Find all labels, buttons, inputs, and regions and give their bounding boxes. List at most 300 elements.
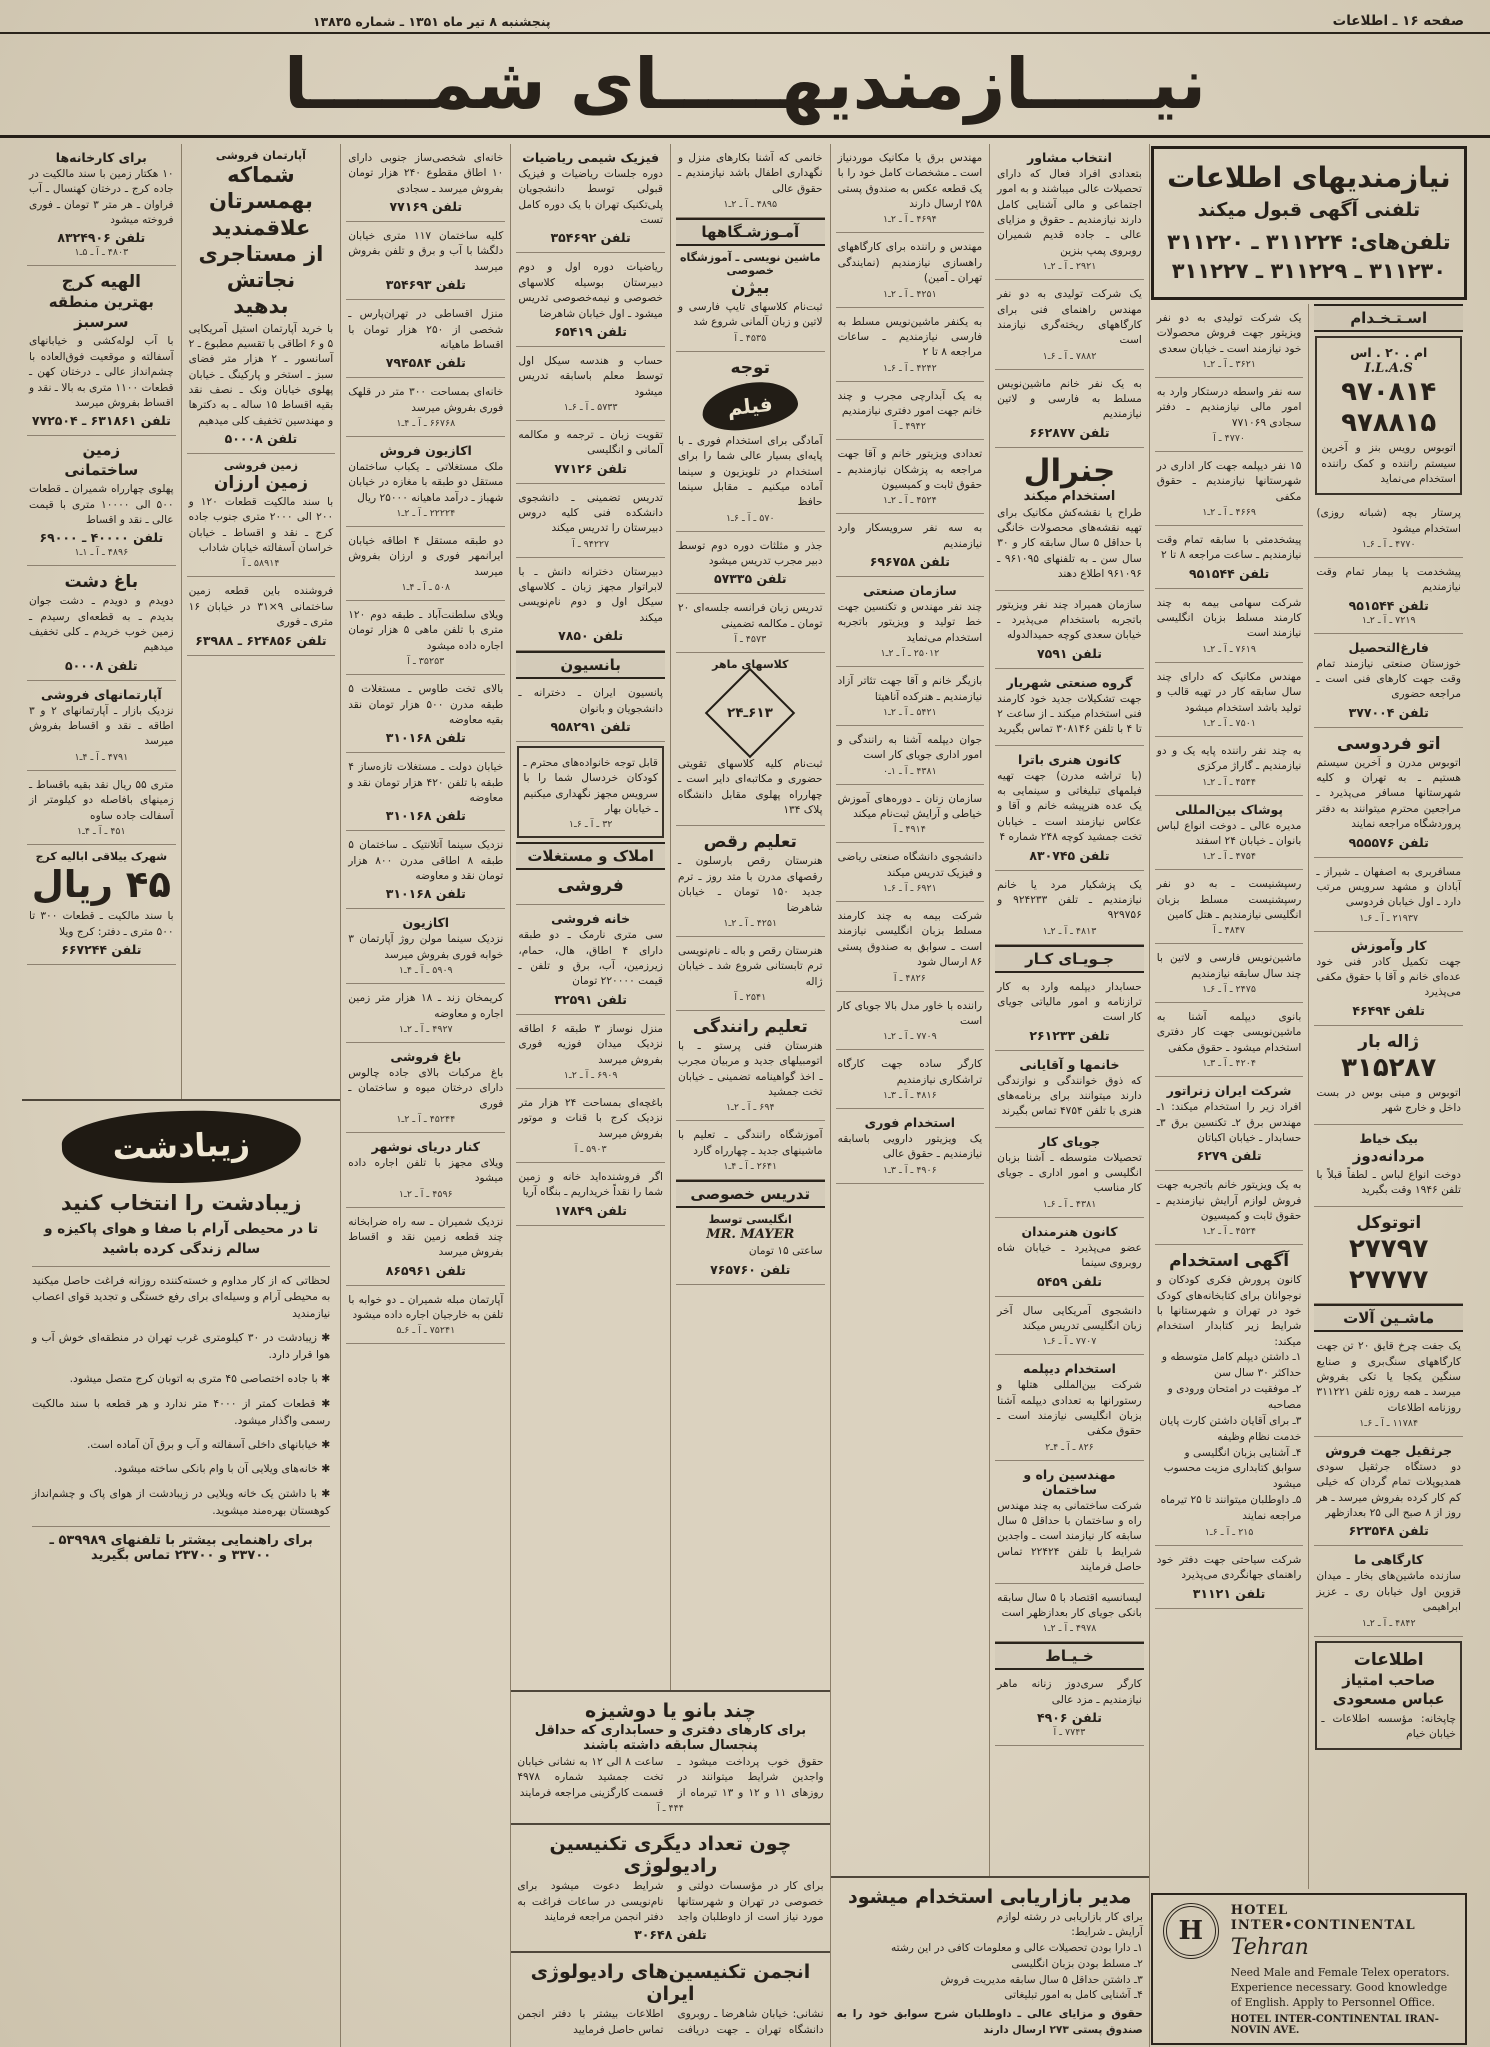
ad-code: ۴۲۵۱ ـ آ ـ ۲ـ۱ (883, 288, 937, 300)
ad-body: کریمخان زند ـ ۱۸ هزار متر زمین اجاره و معاوضه (348, 992, 504, 1020)
zibadasht-ad (22, 1099, 340, 2047)
ad-body: نزدیک سینما آتلانتیک ـ ساختمان ۵ طبقه ۸ اطاقی مدرن ۸۰۰ هزار تومان نقد و معاوضه (348, 839, 504, 883)
column-5 (670, 144, 830, 1690)
ad-block (995, 1670, 1144, 1746)
ad-body: چاپخانه: مؤسسه اطلاعات ـ خیابان خیام (1321, 1712, 1456, 1740)
ad-body: تعدادی ویزیتور خانم و آقا جهت مراجعه به پزشکان نیازمندیم ـ حقوق ثابت و کمیسیون (837, 448, 983, 492)
zibadasht-bullet: ✱ با جاده اختصاصی ۴۵ متری به اتوبان کرج متصل میشود. (69, 1372, 331, 1386)
ad-body: به یک ویزیتور خانم باتجربه جهت فروش لوازم آرایش نیازمندیم ـ حقوق ثابت و کمیسیون (1156, 1179, 1302, 1222)
section-title: آمـوزشـگاهها (701, 223, 800, 242)
ad-phone-line: تلفن ۳۱۰۱۶۸ (385, 730, 466, 746)
ad-phone-line: تلفن ۵۰۰۰۸ (224, 431, 298, 447)
ad-code: ۴۸۰۳ ـ آ ـ ۵ـ۱ (74, 247, 129, 259)
ad-block (995, 448, 1144, 591)
ad-code: ۴۵۷۳ ـ آ (734, 634, 767, 646)
ad-code: ۴۸۹۵ ـ آ ـ ۲ـ۱ (723, 199, 778, 211)
ad-block (1155, 304, 1304, 378)
ad-body: نزدیک سینما مولن روژ آپارتمان ۳ خوابه فوری بفروش میرسد (348, 933, 504, 961)
ad-block (836, 382, 985, 441)
ad-title: باغ دشت (64, 572, 139, 593)
ad-code: ۶۹۴ ـ آ ـ ۲ـ۱ (725, 1102, 775, 1114)
ad-phone-line: تلفن ۲۶۱۲۳۳ (1029, 1027, 1110, 1043)
ad-title: استخدام دیپلمه (1022, 1361, 1116, 1377)
ad-code: ۴۷۵۴ ـ آ ـ ۲ـ۱ (1202, 851, 1256, 863)
ad-block (1155, 663, 1304, 737)
ad-body: پیشخدمتی با سابقه تمام وقت نیازمندیم ـ ساعت مراجعه ۸ تا ۲ (1156, 534, 1302, 562)
ad-body: مدیره عالی ـ دوخت انواع لباس بانوان ـ خیابان ۲۴ اسفند (1156, 819, 1302, 847)
ad-title: آپارتمانهای فروشی (40, 686, 162, 702)
ad-block (346, 1286, 505, 1345)
ad-block (516, 870, 665, 905)
ad-title: تعلیم رقص (703, 832, 797, 853)
ad-body: تقویت زبان ـ ترجمه و مکالمه آلمانی و انگلیسی (518, 428, 663, 457)
ad-body: حقوق خوب پرداخت میشود ـ واجدین شرایط میتوانند در روزهای ۱۱ و ۱۲ و ۱۳ تیرماه از ساعت ۸ الی ۱۲ به نشانی خیابان تخت جمشید شماره ۴۹۷۸ قسمت کارگزینی مراجعه فرمایند (517, 1756, 824, 1799)
ad-body: کانون پرورش فکری کودکان و نوجوانان برای کتابخانه‌های کودک خود در تهران و شهرستانها با شرایط زیر کتابدار استخدام میکند: (1156, 1274, 1302, 1348)
ad-list-item: ۴ـ آشنایی بزبان انگلیسی و سوابق کتابداری مزیت محسوب میشود (1163, 1446, 1302, 1491)
ad-body: متری ۵۵ ریال نقد بقیه باقساط ـ زمینهای بافاصله دو کیلومتر از آسفالت جاده ساوه (29, 778, 174, 822)
ad-body: خانه‌ای شخصی‌ساز جنوبی دارای ۱۰ اطاق مقطوع ۲۴۰ هزار تومان بفروش میرسد ـ سجادی (348, 152, 504, 195)
ad-body: اتوبوس و مینی بوس در بست داخل و خارج شهر (1316, 1086, 1461, 1115)
banner-phones-2: ۳۱۱۲۳۰ ـ ۳۱۱۲۲۹ ـ ۳۱۱۲۲۷ (1171, 259, 1447, 284)
ad-body: دویدم و دویدم ـ دشت جوان بدیدم ـ به قطعه‌ای رسیدم ـ زمین خوب خریدم ـ کلی تخفیف میدهیم (29, 595, 174, 654)
ad-headline-line: بدهید (233, 294, 289, 319)
section-title: ماشـین آلات (1343, 1309, 1435, 1328)
section-header (516, 651, 665, 679)
ad-block (27, 566, 176, 680)
ad-code: ۳۶۲۱ ـ آ ـ ۲ـ۱ (1202, 358, 1256, 370)
ad-body: سی متری نارمک ـ دو طبقه دارای ۴ اطاق، هال، حمام، زیرزمین، آب، برق و تلفن ـ قیمت ۲۲۰۰۰۰ تومان (518, 929, 663, 988)
ad-body: تدریس زبان فرانسه جلسه‌ای ۲۰ تومان ـ مکالمه تضمینی (677, 602, 823, 630)
ad-block (1314, 499, 1463, 558)
latin-text: I.L.A.S (1364, 360, 1413, 376)
ad-body: کارگر ساده جهت کارگاه تراشکاری نیازمندیم (837, 1058, 983, 1086)
ad-body: اتوبوس مدرن و آخرین سیستم هستیم ـ به تهران و کلیه شهرستانها مسافر می‌پذیرد ـ مراجعین محترم میتوانند به دفتر پروردشگاه مراجعه نمایند (1316, 756, 1461, 831)
ad-headline-line: بهترین منطقه (48, 293, 154, 312)
ad-title: بیژن (731, 278, 770, 299)
section-header (676, 218, 825, 246)
ad-phone-line: تلفن ۷۷۱۲۶ (554, 460, 627, 476)
ad-headline-line: سرسبز (74, 312, 129, 331)
ad-block (27, 681, 176, 771)
ad-block (517, 746, 664, 838)
ad-body: ساعتی ۱۵ تومان (748, 1245, 823, 1258)
ad-phone-line: تلفن ۹۵۸۲۹۱ (550, 718, 631, 734)
ad-body: ملک مستغلاتی ـ یکباب ساختمان مستقل دو طبقه با مغازه در خیابان شهباز ـ درآمد ماهیانه ۲۵۰۰۰ ریال (348, 460, 504, 504)
ad-body: پیشخدمت یا بیمار تمام وقت نیازمندیم (1316, 565, 1461, 594)
ad-block (995, 591, 1144, 669)
ad-code: ۹۴۲۲۷ ـ آ (572, 538, 610, 550)
ad-list-item: ۵ـ داوطلبان میتوانند تا ۲۵ تیرماه مراجعه نمایند (1160, 1494, 1302, 1523)
ad-title: اتو فردوسی (1336, 733, 1441, 754)
ad-title: چند بانو یا دوشیزه (585, 1700, 756, 1723)
hotel-ad (1151, 1893, 1467, 2045)
zibadasht-subheading: تا در محیطی آرام با صفا و هوای پاکیزه و سالم زندگی کرده باشید (44, 1221, 319, 1258)
region-left (22, 144, 340, 2047)
ad-block (187, 454, 336, 577)
ad-code: ۲۵۰۱۲ ـ آ ـ ۲ـ۱ (880, 648, 940, 660)
ad-code: ۵۰۸ ـ آ ـ ۴ـ۱ (401, 582, 451, 594)
ad-block (515, 1955, 825, 2045)
ad-block (836, 577, 985, 667)
ad-block (346, 909, 505, 984)
ad-code: ۷۷۰۹ ـ آ ـ ۲ـ۱ (883, 1031, 937, 1043)
ad-body: خانمی که آشنا بکارهای منزل و نگهداری اطفال باشد نیازمندیم ـ حقوق عالی (677, 152, 823, 195)
ad-block (836, 1109, 985, 1184)
hotel-address: HOTEL INTER-CONTINENTAL IRAN-NOVIN AVE. (1230, 2014, 1439, 2037)
ad-body: خوزستان صنعتی نیازمند تمام وقت جهت کارهای فنی است ـ مراجعه حضوری (1316, 657, 1461, 701)
ad-block (27, 144, 176, 266)
ad-kicker: کلاسهای ماهر (712, 658, 789, 672)
page-number: صفحه ۱۶ ـ اطلاعات (1332, 13, 1464, 29)
masthead-title: نیـــــازمندیهـــــای شمـــــا (283, 43, 1207, 125)
ad-body: به چند نفر راننده پایه یک و دو نیازمندیم ـ گاراژ مرکزی (1156, 744, 1302, 773)
ad-phone-line: تلفن ۶۳۱۸۶۱ ـ ۷۷۲۵۰۴ (31, 413, 171, 429)
ad-title: خانمها و آقایانی (1019, 1056, 1120, 1072)
ad-body: یک شرکت تولیدی به دو نفر ویزیتور جهت فروش محصولات خود نیازمند است ـ خیابان سعدی (1156, 311, 1302, 355)
ad-code: ۴۸۱۳ ـ آ ـ ۲ـ۱ (1042, 925, 1097, 937)
ad-code: ۵۷۳۳ ـ آ ـ ۶ـ۱ (563, 401, 618, 413)
phone-number: ۲۷۷۷۷ (1349, 1265, 1429, 1296)
ad-title: شرکت ایران زنراتور (1166, 1083, 1292, 1099)
ad-block (995, 871, 1144, 945)
film-icon-label: فیلم (726, 391, 774, 421)
ad-code: ۲۱۵ ـ آ ـ ۶ـ۱ (1204, 1526, 1254, 1538)
ad-phone-line: تلفن ۷۵۹۱ (1037, 645, 1102, 661)
ad-body: به یکنفر ماشین‌نویس مسلط به فارسی نیازمندیم ـ ساعات مراجعه ۸ تا ۲ (837, 315, 983, 359)
ad-kicker: شهرک ییلاقی ابالیه کرج (35, 849, 168, 863)
ad-block (995, 1355, 1144, 1460)
section-title: بانسیون (560, 656, 621, 675)
ad-code: ۴۲۵۱ ـ آ ـ ۲ـ۱ (723, 917, 778, 929)
ad-block (1314, 634, 1463, 728)
ad-phone-line: تلفن ۳۰۶۴۸ (634, 1927, 707, 1943)
hotel-name: HOTEL INTER•CONTINENTAL (1230, 1903, 1416, 1933)
ad-block (27, 771, 176, 845)
ad-code: ۴۷۹۱ ـ آ ـ ۴ـ۱ (74, 751, 129, 763)
ad-block (346, 527, 505, 601)
ad-code: ۷۵۰۱ ـ آ ـ ۲ـ۱ (1202, 717, 1256, 729)
banner-subtitle: تلفنی آگهی قبول میکند (1197, 199, 1421, 221)
ad-headline-line: مردانه‌دوز (1352, 1146, 1425, 1165)
zibadasht-bullet: ✱ خیابانهای داخلی آسفالته و آب و برق آن آماده است. (86, 1438, 331, 1452)
ad-code: ۵۹۰۹ ـ آ ـ ۴ـ۱ (398, 965, 453, 977)
ad-block (515, 1694, 825, 1821)
film-icon (700, 378, 800, 434)
ad-phone-line: تلفن ۶۲۷۹ (1196, 1148, 1262, 1164)
ad-block (516, 253, 665, 346)
phone-number: ۴۵ ریال (31, 862, 171, 906)
ad-phone-line: تلفن ۸۳۲۴۹۰۶ (57, 230, 146, 246)
ad-phone-line: تلفن ۹۵۵۵۷۶ (1348, 834, 1429, 850)
ad-kicker: ماشین نویسی ـ آموزشگاه خصوصی (679, 251, 821, 278)
ad-block (515, 1827, 825, 1949)
ad-body: سازمان زنان ـ دوره‌های آموزش خیاطی و آرایش ثبت‌نام میکند (837, 792, 983, 820)
ad-code: ۴۵۳۵ ـ آ (734, 332, 767, 344)
left-column-pair (22, 144, 340, 1099)
ad-phone-line: تلفن ۳۲۵۹۱ (554, 991, 627, 1007)
ad-code: ۷۵۲۴۱ ـ آ ـ ۶ـ۵ (396, 1325, 456, 1337)
zibadasht-logo (61, 1107, 302, 1187)
ad-block (1155, 1245, 1304, 1546)
ad-block (516, 1015, 665, 1089)
ad-block (995, 144, 1144, 280)
column-9 (22, 144, 181, 1099)
ad-phone-line: تلفن ۷۹۴۵۸۴ (385, 355, 466, 371)
ad-list-item: ۳ـ برای آقایان داشتن کارت پایان خدمت نظام وظیفه (1159, 1414, 1302, 1443)
ad-block (346, 1043, 505, 1133)
ad-block (676, 352, 825, 532)
section-title: خـیـاط (1045, 1647, 1094, 1666)
ad-block (346, 1208, 505, 1286)
ad-block (516, 484, 665, 558)
ad-block (1155, 1171, 1304, 1245)
page-header (0, 0, 1490, 34)
ad-block (836, 843, 985, 902)
section-title: اسـتـخـدام (1350, 308, 1428, 327)
ad-title: اتوتوکل (1356, 1212, 1422, 1233)
banner-phones-1: تلفن‌های: ۳۱۱۲۲۴ ـ ۳۱۱۲۲۰ (1167, 230, 1451, 254)
ad-block (1315, 336, 1462, 495)
section-header (995, 945, 1144, 973)
ad-code: ۷۸۸۲ ـ آ ـ ۶ـ۱ (1042, 350, 1097, 362)
ad-title: فروشی (557, 876, 624, 897)
ad-body: با سند مالکیت ـ قطعات ۳۰۰ تا ۵۰۰ متری ـ دفتر: کرج ویلا (29, 910, 174, 938)
ad-block (1314, 1207, 1463, 1304)
diamond-icon (705, 668, 796, 759)
ad-code: ۵۴۲۱ ـ آ ـ ۲ـ۱ (883, 706, 937, 718)
ad-title: فارغ‌التحصیل (1348, 639, 1429, 655)
ad-code: ۴۵۲۴ ـ آ ـ ۲ـ۱ (1202, 1226, 1256, 1238)
ad-block (835, 1880, 1145, 2045)
ad-title: کانون هنرمندان (1021, 1223, 1118, 1239)
ad-title: چون تعداد دیگری تکنیسین رادیولوژی (549, 1833, 792, 1878)
radiology-association-ad (511, 1951, 829, 2047)
ad-body: باغچه‌ای بمساحت ۲۴ هزار متر نزدیک کرج با قنات و موتور بفروش میرسد (518, 1096, 663, 1140)
ad-code: ۴۸۹۶ ـ آ ـ ۱ـ۱ (74, 547, 129, 559)
ad-phone-line: تلفن ۷۸۵۰ (558, 628, 624, 644)
phone-number: ۹۷۰۸۱۴ (1341, 376, 1437, 407)
ad-code: ۸۲۶ ـ آ ـ ۴ـ۲ (1045, 1441, 1094, 1453)
ad-block (995, 669, 1144, 746)
ad-block (1314, 1332, 1463, 1437)
ad-body: عضو می‌پذیرد ـ خیابان شاه روبروی سینما (997, 1241, 1142, 1270)
ad-body: اگر فروشنده‌اید خانه و زمین شما را نقداً خریداریم ـ بنگاه آریا (518, 1170, 663, 1199)
ad-headline-line: نجاتش (226, 268, 296, 292)
ad-block (1155, 796, 1304, 871)
ad-code: ۴۸۱۶ ـ آ ـ ۳ـ۱ (883, 1089, 937, 1101)
ad-headline-line: علاقمندید (211, 215, 311, 240)
ad-code: ۴۹۰۶ ـ آ ـ ۳ـ۱ (883, 1164, 937, 1176)
region-right (1149, 144, 1468, 2047)
ad-block (516, 1163, 665, 1226)
ad-block (676, 826, 825, 936)
ad-code: ۲۵۴۱ ـ آ (734, 991, 767, 1003)
ad-body: مهندس و راننده برای کارگاههای راهسازی نیازمندیم (نمایندگی تهران ـ آمین) (837, 241, 983, 285)
ad-code: ۴۸۲۶ ـ آ (893, 972, 926, 984)
ad-phone-line: تلفن ۳۵۴۶۹۳ (385, 277, 466, 293)
ad-phone-line: تلفن ۶۵۴۱۹ (554, 323, 627, 339)
ad-body: ثبت‌نام کلاسهای تایپ فارسی و لاتین و زبان آلمانی شروع شد (677, 301, 823, 329)
ad-body: به سه نفر سرویسکار وارد نیازمندیم (837, 522, 983, 550)
ad-kicker: انگلیسی توسط (708, 1213, 792, 1227)
ad-body: ریاضیات دوره اول و دوم دبیرستان بوسیله کلاسهای خصوصی و نیمه‌خصوصی تدریس میشود ـ اول خیابان شاهرضا (518, 261, 663, 320)
column-6 (511, 144, 670, 1690)
ad-phone-line: تلفن ۷۶۵۷۶۰ (710, 1261, 791, 1277)
ad-phone-line: تلفن ۳۵۴۶۹۲ (550, 230, 631, 246)
ad-body: افراد زیر را استخدام میکند: ۱ـ مهندس برق ۲ـ تکنسین برق ۳ـ حسابدار ـ خیابان اکباتان (1156, 1101, 1302, 1144)
ad-title: پوشاک بین‌المللی (1175, 801, 1284, 817)
column-4 (831, 144, 990, 1876)
ad-body: شرکت بیمه به چند کارمند مسلط بزبان انگلیسی نیازمند است ـ سوابق به صندوق پستی ۸۶ ارسال شود (837, 910, 983, 969)
ad-phone-line: تلفن ۴۹۰۶ (1037, 1709, 1102, 1725)
ad-block (516, 905, 665, 1014)
ad-block (1314, 858, 1463, 932)
mid-right-column-pair (831, 144, 1149, 1876)
ad-body: فروشنده باین قطعه زمین ساختمانی ۹×۳۱ در خیابان ۱۶ متری ـ فوری (188, 585, 334, 629)
ad-block (836, 233, 985, 307)
ad-body: دو دستگاه جرثقیل سودی همدیوپلات تمام گردان که خیلی کم کار کرده بفروش میرسد ـ هر روز از ۸ صبح الی ۲۵ بعدازظهر (1316, 1461, 1461, 1520)
ad-code: ۲۹۲۱ ـ آ ـ ۲ـ۱ (1042, 261, 1097, 273)
ad-footer: حقوق و مزایای عالی ـ داوطلبان شرح سوابق خود را به صندوق پستی ۲۷۳ ارسال دارند (836, 2008, 1143, 2036)
ad-block (676, 653, 825, 826)
ad-block (516, 144, 665, 253)
ad-block (995, 280, 1144, 369)
ad-code: ۵۹۰۳ ـ آ (574, 1143, 607, 1155)
ad-code: ۲۱۹۳۷ ـ آ ـ ۶ـ۱ (1359, 912, 1419, 924)
ad-body: دو طبقه مستقل ۴ اطاقه خیابان ایرانمهر فوری و ارزان بفروش میرسد (348, 535, 504, 578)
ad-body: حسابدار دیپلمه وارد به کار ترازنامه و امور مالیاتی جویای کار است (997, 980, 1142, 1024)
ad-block (1155, 526, 1304, 589)
ad-title: استخدام فوری (864, 1114, 956, 1130)
ad-block (836, 992, 985, 1051)
ad-block (27, 266, 176, 436)
ad-phone-line: تلفن ۳۷۷۰۰۴ (1348, 704, 1429, 720)
ad-code: ۷۷۴۳ ـ آ (1053, 1726, 1086, 1738)
ad-headline-line: بهمسرتان (208, 189, 313, 214)
ad-title: فیزیک شیمی ریاضیات (522, 150, 659, 165)
ad-title: جرثقیل جهت فروش (1325, 1443, 1453, 1458)
ad-phone-line: تلفن ۳۱۱۲۱ (1192, 1585, 1266, 1601)
ad-block (27, 436, 176, 566)
ad-title: اطلاعات (1353, 1649, 1424, 1670)
ad-block (995, 1461, 1144, 1584)
ad-headline-line: عباس مسعودی (1332, 1690, 1445, 1709)
zibadasht-intro: لحظاتی که از کار مداوم و خسته‌کننده روزانه فراغت حاصل میکنید به محیطی آرام و وسیله‌ای برای رفع خستگی و تجدید قوای اعصاب نیازمندید (32, 1266, 330, 1323)
telephone-ads-banner (1151, 146, 1467, 300)
ad-body: دانشجوی دانشگاه صنعتی ریاضی و فیزیک تدریس میکند (837, 851, 983, 879)
ad-block (1314, 1125, 1463, 1207)
ad-body: نزدیک بازار ـ آپارتمانهای ۲ و ۳ اطاقه ـ نقد و اقساط بفروش میرسد (29, 704, 174, 748)
ad-body: پرستار بچه (شبانه روزی) استخدام میشود (1316, 507, 1461, 535)
ad-block (516, 421, 665, 484)
ad-block (516, 558, 665, 651)
ad-block (27, 845, 176, 965)
ad-body: خانه‌ای بمساحت ۳۰۰ متر در قلهک فوری بفروش میرسد (348, 386, 504, 414)
ad-title: جنرال (1023, 452, 1116, 489)
ad-body: به یک آبدارچی مجرب و چند خانم جهت امور دفتری نیازمندیم (837, 389, 983, 417)
ad-block (995, 370, 1144, 448)
ad-body: ماشین‌نویس فارسی و لاتین با چند سال سابقه نیازمندیم (1156, 952, 1302, 980)
ad-phone-line: تلفن ۵۴۵۹ (1037, 1273, 1102, 1289)
ad-code: ۴۲۴۲ ـ آ ـ ۶ـ۱ (883, 362, 937, 374)
hotel-city: Tehran (1230, 1935, 1309, 1960)
ad-headline-line: از مستاجری (198, 241, 324, 266)
column-1 (1308, 304, 1468, 1889)
ad-subtitle: برای کارهای دفتری و حسابداری که حداقل پنجسال سابقه داشته باشند (534, 1723, 807, 1754)
ad-body: خیابان دولت ـ مستغلات تازه‌ساز ۴ طبقه با تلفن ۴۲۰ هزار تومان نقد و معاوضه (348, 761, 504, 804)
ad-body: بانوی دیپلمه آشنا به ماشین‌نویسی جهت کار دفتری استخدام میشود ـ حقوق مکفی (1156, 1011, 1302, 1054)
ad-block (995, 1218, 1144, 1297)
ad-body: ثبت‌نام کلیه کلاسهای تقویتی حضوری و مکاتبه‌ای دایر است ـ چهارراه پهلوی مقابل دانشگاه پلاک ۱۳۴ (677, 758, 823, 817)
ad-body: طراح یا نقشه‌کش مکانیک برای تهیه نقشه‌های محصولات خانگی با حداقل ۵ سال سابقه کار و ۳۰ سال سن ـ به تلفنهای ۹۶۱۰۹۵ ـ ۹۶۱۰۹۶ اطلاع دهند (997, 506, 1142, 581)
ad-phone-line: تلفن ۴۰۰۰۰ ـ ۶۹۰۰۰ (39, 530, 164, 546)
ad-headline-line: صاحب امتیاز (1342, 1670, 1436, 1689)
ad-block (836, 514, 985, 577)
ad-phone-line: تلفن ۶۶۷۲۴۴ (61, 942, 142, 958)
ad-block (836, 726, 985, 785)
ad-block (676, 1011, 825, 1121)
ad-code: ۲۴۷۵ ـ آ ـ ۶ـ۱ (1202, 984, 1256, 996)
ad-block (1314, 558, 1463, 634)
section-title: جـویـای کـار (1025, 949, 1114, 968)
ad-block (1155, 1546, 1304, 1609)
phone-number: ۳۱۵۲۸۷ (1341, 1052, 1437, 1083)
ad-block (346, 378, 505, 437)
ad-code: ۴۵۹۶ ـ آ ـ ۲ـ۱ (398, 1188, 453, 1200)
section-title: تدریس خصوصی (690, 1185, 811, 1204)
ad-block (1155, 1003, 1304, 1077)
ad-block (346, 437, 505, 527)
page-date: پنجشنبه ۸ تیر ماه ۱۳۵۱ ـ شماره ۱۳۸۳۵ (312, 14, 551, 29)
ad-body: دوخت انواع لباس ـ لطفاً قبلاً با تلفن ۱۹۴۶ وقت بگیرید (1316, 1169, 1461, 1197)
ad-body: آموزشگاه رانندگی ـ تعلیم با ماشینهای جدید ـ چهارراه گارد (677, 1129, 823, 1157)
ad-phone-line: تلفن ۵۷۳۳۵ (713, 571, 787, 587)
section-header (516, 842, 665, 870)
ad-title: الهیه کرج (61, 272, 141, 293)
ad-block (346, 984, 505, 1043)
ad-title: اکازیون (402, 915, 450, 931)
ad-title: باغ فروشی (390, 1048, 462, 1064)
ad-block (187, 577, 336, 655)
ad-body: چند نفر مهندس و تکنسین جهت خط تولید و ویزیتور باتجربه استخدام می‌نماید (837, 601, 983, 644)
ad-body: ۱۵ نفر دیپلمه جهت کار اداری در شهرستانها نیازمندیم ـ حقوق مکفی (1156, 459, 1302, 503)
ad-body: شرکت ساختمانی به چند مهندس راه و ساختمان با حداقل ۵ سال سابقه کار نیازمند است ـ واجدین شرایط با تلفن ۲۲۴۲۴ تماس حاصل فرمایند (997, 1499, 1142, 1574)
ad-block (346, 1133, 505, 1208)
phone-number: ۹۷۸۸۱۵ (1341, 407, 1437, 438)
ad-title: جویای کار (1038, 1133, 1101, 1149)
ad-body: باغ مرکبات بالای جاده چالوس دارای درختان میوه و ساختمان ـ فوری (348, 1066, 504, 1110)
zibadasht-logo-text: زیبادشت (111, 1124, 251, 1168)
ad-block (836, 440, 985, 514)
ad-block (1314, 1026, 1463, 1125)
ad-code: ۴۷۷۰ ـ آ (1213, 432, 1246, 444)
ad-body: هنرستان رقص و باله ـ نام‌نویسی ترم تابستانی شروع شد ـ خیابان ژاله (677, 944, 823, 988)
ad-body: یک شرکت تولیدی به دو نفر مهندس راهنمای فنی برای کارگاههای ریخته‌گری نیازمند است (997, 288, 1142, 347)
ad-block (676, 144, 825, 218)
ad-body: سازنده ماشین‌های بخار ـ میدان قزوین اول خیابان ری ـ عزیز ابراهیمی (1316, 1570, 1461, 1614)
zibadasht-bullet: ✱ خانه‌های ویلایی آن با وام بانکی ساخته میشود. (113, 1462, 331, 1476)
ad-block (346, 831, 505, 909)
ad-title: ژاله بار (1358, 1031, 1420, 1052)
ad-body: سازمان همیراد چند نفر ویزیتور باتجربه باستخدام می‌پذیرد ـ خیابان سعدی کوچه حمیدالدوله (997, 598, 1142, 642)
ad-block (1155, 870, 1304, 944)
ad-code: ۷۲۱۹ ـ آ ـ ۲ـ۱ (1361, 614, 1416, 626)
ad-block (346, 753, 505, 831)
ad-block (836, 308, 985, 382)
ad-body: ویلای سلطنت‌آباد ـ طبقه دوم ۱۲۰ متری با تلفن ماهی ۵ هزار تومان اجاره داده میشود (348, 609, 504, 652)
ad-code: ۴۸۴۲ ـ آ ـ ۲ـ۱ (1361, 1617, 1416, 1629)
ad-body: آمادگی برای استخدام فوری ـ با پایه‌ای بسیار عالی شما را برای استخدام در تلویزیون و سینما آماده میکنیم ـ مقابل سینما حافظ (677, 434, 823, 509)
